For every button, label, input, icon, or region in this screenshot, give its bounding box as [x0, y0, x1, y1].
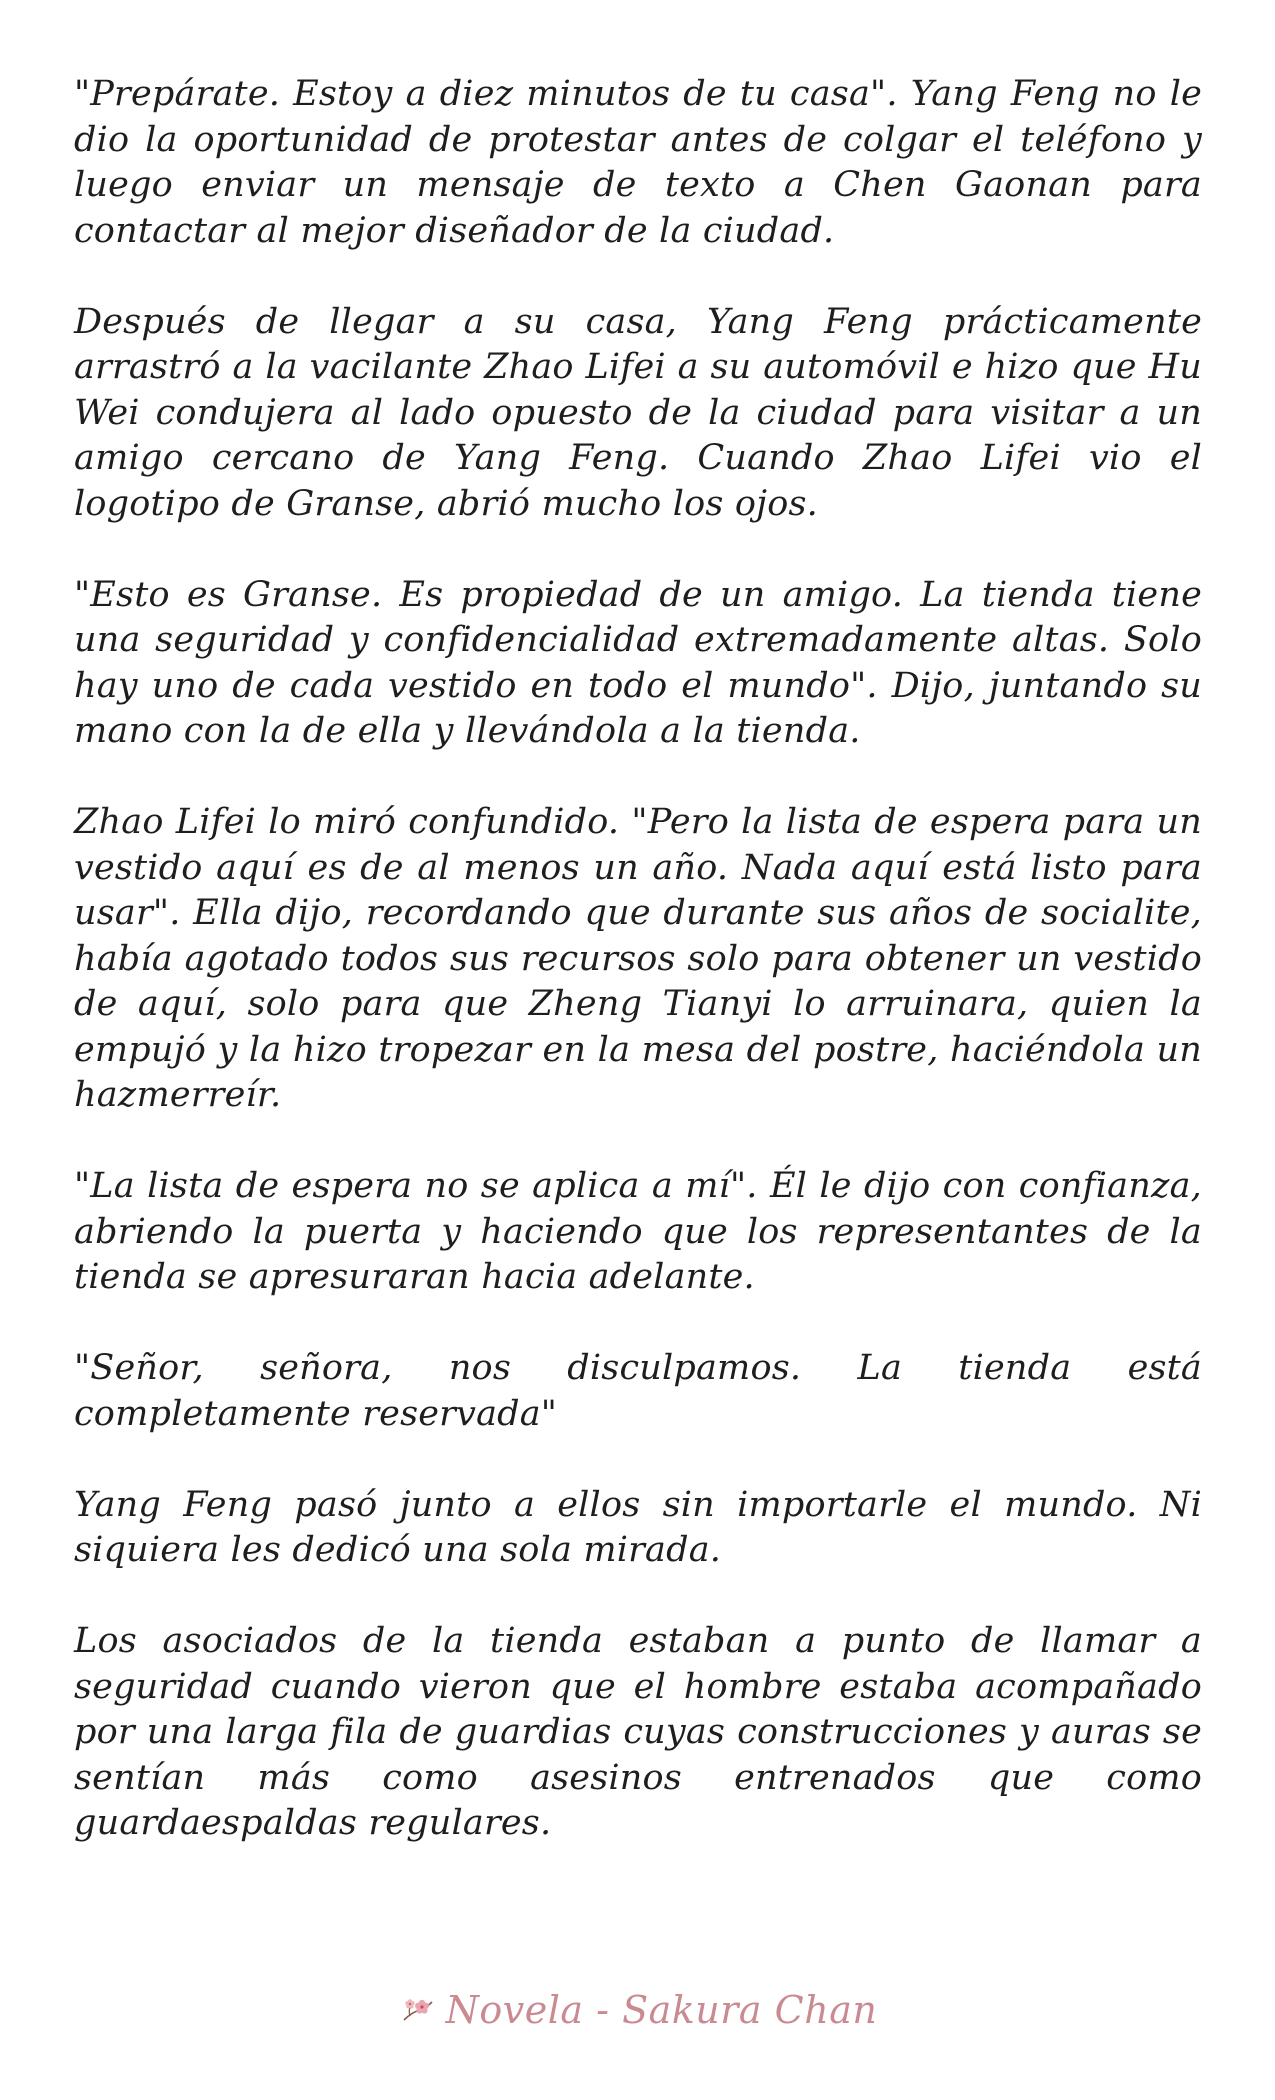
paragraph: "Prepárate. Estoy a diez minutos de tu casa". Yang Feng no le dio la oportunidad de protestar antes de colgar el teléfono y luego enviar un mensaje de texto a Chen Gaonan para contactar al mejor diseñador de la ciudad. [74, 74, 1202, 251]
paragraph: "Esto es Granse. Es propiedad de un amigo. La tienda tiene una seguridad y confidencialidad extremadamente altas. Solo hay uno de cada vestido en todo el mundo". Dijo, juntando su mano con la de ella y llevándola a la tienda. [74, 574, 1202, 751]
paragraph: "La lista de espera no se aplica a mí". Él le dijo con confianza, abriendo la puerta y haciendo que los representantes de la tienda se apresuraran hacia adelante. [74, 1166, 1202, 1297]
watermark-footer [0, 1988, 1275, 2032]
story-text [74, 72, 1202, 1892]
paragraph: Zhao Lifei lo miró confundido. "Pero la lista de espera para un vestido aquí es de al menos un año. Nada aquí está listo para usar". Ella dijo, recordando que durante sus años de socialite, había agotado todos sus recursos solo para obtener un vestido de aquí, solo para que Zheng Tianyi lo arruinara, quien la empujó y la hizo tropezar en la mesa del postre, haciéndola un hazmerreír. [74, 802, 1202, 1115]
sakura-blossom-icon [398, 1990, 438, 2030]
paragraph: "Señor, señora, nos disculpamos. La tienda está completamente reservada" [74, 1348, 1202, 1434]
paragraph: Después de llegar a su casa, Yang Feng prácticamente arrastró a la vacilante Zhao Lifei a su automóvil e hizo que Hu Wei condujera al lado opuesto de la ciudad para visitar a un amigo cercano de Yang Feng. Cuando Zhao Lifei vio el logotipo de Granse, abrió mucho los ojos. [74, 301, 1202, 524]
paragraph: Los asociados de la tienda estaban a punto de llamar a seguridad cuando vieron que el hombre estaba acompañado por una larga fila de guardias cuyas construcciones y auras se sentían más como asesinos entrenados que como guardaespaldas regulares. [74, 1621, 1202, 1843]
watermark-text: Novela - Sakura Chan [445, 1988, 878, 2032]
paragraph: Yang Feng pasó junto a ellos sin importarle el mundo. Ni siquiera les dedicó una sola mirada. [74, 1484, 1202, 1570]
